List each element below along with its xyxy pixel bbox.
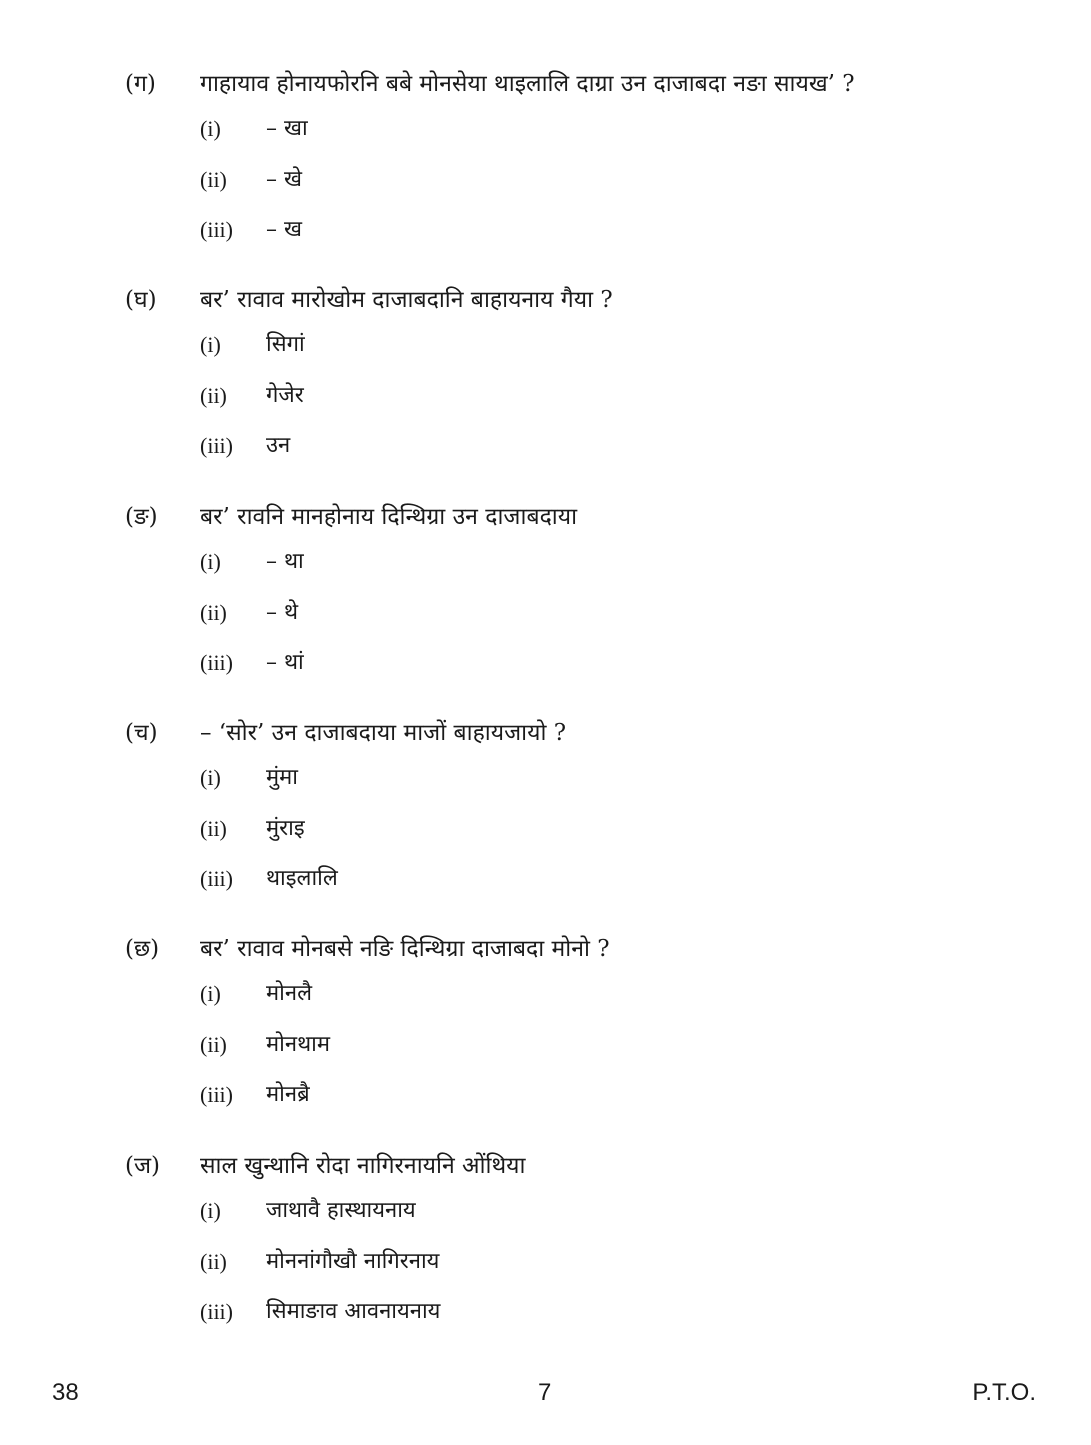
option-label: (i) <box>200 549 221 574</box>
option-label: (ii) <box>200 166 227 192</box>
option-text: मोनलै <box>266 981 312 1006</box>
option-i <box>125 537 1025 588</box>
question-label: (ज) <box>125 1153 161 1179</box>
option-i <box>125 753 1025 804</box>
question-label: (ग) <box>125 71 156 97</box>
option-text: मोनब्रै <box>266 1082 310 1107</box>
option-text: सिमाङाव आवनायनाय <box>266 1299 441 1324</box>
option-i <box>125 320 1025 371</box>
option-label: (ii) <box>200 815 227 841</box>
option-text: मोननांगौखौ नागिरनाय <box>266 1248 440 1274</box>
option-ii <box>125 1020 1025 1071</box>
option-text: – खा <box>266 116 308 141</box>
question-line <box>125 929 1025 969</box>
question-text: बर’ रावाव मारोखोम दाजाबदानि बाहायनाय गैया ? <box>200 287 613 313</box>
question-text: साल खुन्थानि रोदा नागिरनायनि ओंथिया <box>200 1153 526 1179</box>
question-ja <box>125 1146 1025 1338</box>
question-line <box>125 497 1025 537</box>
option-ii <box>125 371 1025 422</box>
option-label: (i) <box>200 1198 221 1223</box>
option-iii <box>125 1070 1025 1121</box>
question-text: बर’ रावनि मानहोनाय दिन्थिग्रा उन दाजाबदाया <box>200 504 578 530</box>
option-text: उन <box>266 433 291 458</box>
question-line <box>125 64 1025 104</box>
option-i <box>125 104 1025 155</box>
question-text: – ‘सोर’ उन दाजाबदाया माजों बाहायजायो ? <box>200 720 567 746</box>
question-nga <box>125 497 1025 689</box>
option-iii <box>125 205 1025 256</box>
option-label: (iii) <box>200 1299 233 1324</box>
option-label: (iii) <box>200 650 233 675</box>
option-iii <box>125 854 1025 905</box>
option-i <box>125 969 1025 1020</box>
option-label: (ii) <box>200 1031 227 1057</box>
option-label: (ii) <box>200 382 227 408</box>
option-ii <box>125 155 1025 206</box>
option-ii <box>125 804 1025 855</box>
question-line <box>125 713 1025 753</box>
option-text: – ख <box>266 217 302 242</box>
question-line <box>125 280 1025 320</box>
paper-code: 38 <box>52 1379 79 1406</box>
question-gha <box>125 280 1025 472</box>
option-text: – खे <box>266 166 302 192</box>
question-label: (छ) <box>125 936 160 962</box>
question-chha <box>125 929 1025 1121</box>
option-label: (iii) <box>200 433 233 458</box>
question-ga <box>125 64 1025 256</box>
option-text: – थे <box>266 599 299 625</box>
option-text: मोनथाम <box>266 1031 330 1057</box>
option-label: (iii) <box>200 217 233 242</box>
option-text: सिगां <box>266 332 305 357</box>
page-number: 7 <box>538 1379 552 1406</box>
option-text: – था <box>266 549 304 574</box>
question-label: (च) <box>125 720 158 746</box>
option-text: जाथावै हास्थायनाय <box>266 1198 416 1223</box>
please-turn-over: P.T.O. <box>972 1379 1036 1406</box>
option-iii <box>125 638 1025 689</box>
option-iii <box>125 1287 1025 1338</box>
option-text: थाइलालि <box>266 866 338 891</box>
option-label: (i) <box>200 332 221 357</box>
question-label: (घ) <box>125 287 157 313</box>
question-text: गाहायाव होनायफोरनि बबे मोनसेया थाइलालि दाग्रा उन दाजाबदा नङा सायख’ ? <box>200 71 855 97</box>
option-ii <box>125 1237 1025 1288</box>
question-line <box>125 1146 1025 1186</box>
option-label: (i) <box>200 116 221 141</box>
option-label: (ii) <box>200 599 227 625</box>
option-iii <box>125 421 1025 472</box>
option-ii <box>125 588 1025 639</box>
option-i <box>125 1186 1025 1237</box>
option-label: (i) <box>200 765 221 790</box>
option-label: (ii) <box>200 1248 227 1274</box>
question-text: बर’ रावाव मोनबसे नङि दिन्थिग्रा दाजाबदा मोनो ? <box>200 936 610 962</box>
option-label: (iii) <box>200 866 233 891</box>
question-label: (ङ) <box>125 504 158 530</box>
option-label: (i) <box>200 981 221 1006</box>
option-text: मुंमा <box>266 765 299 790</box>
question-cha <box>125 713 1025 905</box>
option-label: (iii) <box>200 1082 233 1107</box>
option-text: गेजेर <box>266 382 304 408</box>
option-text: – थां <box>266 650 304 675</box>
option-text: मुंराइ <box>266 815 305 841</box>
